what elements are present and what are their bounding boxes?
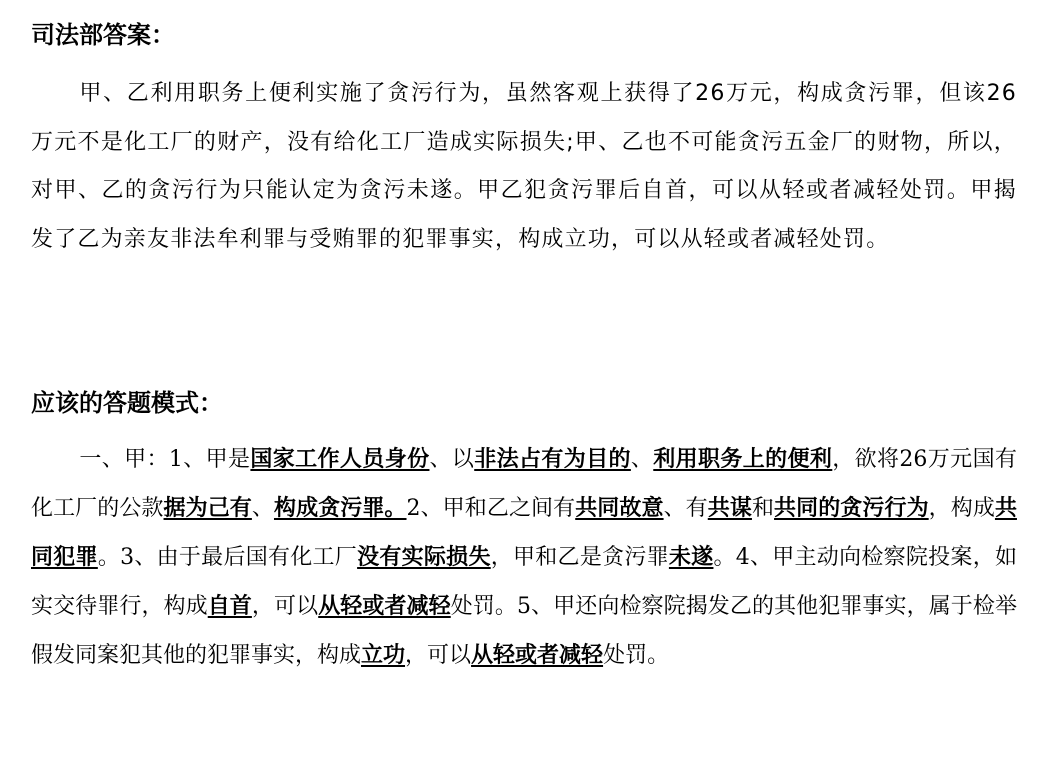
section-heading-ministry-answer: 司法部答案：: [31, 21, 175, 49]
key-point-underlined: 自首: [207, 593, 252, 619]
key-point-underlined: 共谋: [707, 495, 752, 521]
key-point-underlined: 从轻或者减轻: [471, 642, 604, 668]
text-segment: 。3、由于最后国有化工厂: [97, 545, 358, 570]
answer-pattern-paragraph: [31, 435, 1017, 680]
text-segment: 、以: [429, 447, 475, 472]
text-segment: 一、甲：1、甲是: [79, 447, 251, 472]
text-segment: ，欲将26万元国有化工厂的公款: [31, 447, 1017, 521]
key-point-underlined: 共同犯罪: [31, 495, 1017, 570]
text-segment: 处罚。: [603, 643, 670, 668]
key-point-underlined: 从轻或者减轻: [318, 593, 451, 619]
text-segment: 2、甲和乙之间有: [406, 496, 576, 521]
text-segment: ，甲和乙是贪污罪: [490, 545, 669, 570]
section-heading-answer-pattern: 应该的答题模式：: [31, 388, 223, 417]
text-segment: 、: [251, 496, 274, 521]
key-point-underlined: 据为己有: [163, 495, 252, 521]
key-point-underlined: 利用职务上的便利: [653, 446, 833, 472]
key-point-underlined: 未遂: [668, 544, 714, 570]
key-point-underlined: 没有实际损失: [357, 544, 491, 570]
text-segment: ，构成: [928, 496, 995, 521]
text-segment: 处罚。5、甲还向检察院揭发乙的其他犯罪事实，属于检举假发同案犯其他的犯罪事实，构成: [31, 594, 1017, 668]
text-segment: ，可以: [405, 643, 472, 668]
key-point-underlined: 共同故意: [575, 495, 664, 521]
key-point-underlined: 共同的贪污行为: [774, 495, 929, 521]
ministry-answer-paragraph: 甲、乙利用职务上便利实施了贪污行为，虽然客观上获得了26万元，构成贪污罪，但该26万元不是化工厂的财产，没有给化工厂造成实际损失;甲、乙也不可能贪污五金厂的财物，所以，对甲、乙的贪污行为只能认定为贪污未遂。甲乙犯贪污罪后自首，可以从轻或者减轻处罚。甲揭发了乙为亲友非法牟利罪与受贿罪的犯罪事实，构成立功，可以从轻或者减轻处罚。: [31, 81, 1017, 252]
text-segment: 和: [751, 496, 775, 521]
text-segment: ，可以: [251, 594, 319, 619]
key-point-underlined: 非法占有为目的: [474, 446, 631, 472]
key-point-underlined: 国家工作人员身份: [250, 446, 430, 472]
key-point-underlined: 构成贪污罪。: [273, 495, 407, 521]
text-segment: 、: [630, 447, 654, 472]
key-point-underlined: 立功: [361, 642, 406, 668]
text-segment: 、有: [663, 496, 708, 521]
text-segment: 。4、甲主动向检察院投案，如实交待罪行，构成: [31, 545, 1017, 619]
